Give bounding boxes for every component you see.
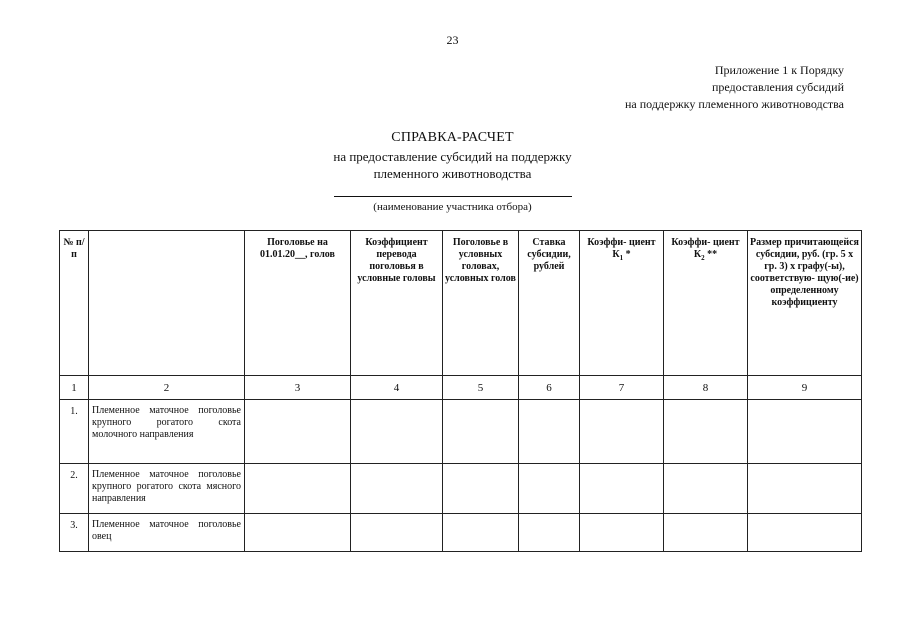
header-name <box>89 231 245 376</box>
table-header-row <box>60 231 862 376</box>
column-number: 5 <box>443 376 519 400</box>
column-number: 4 <box>351 376 443 400</box>
row-index: 3. <box>60 514 89 552</box>
header-coefficient-k2 <box>664 231 748 376</box>
row-index: 1. <box>60 400 89 464</box>
empty-cell <box>519 464 580 514</box>
column-number: 8 <box>664 376 748 400</box>
empty-cell <box>748 464 862 514</box>
empty-cell <box>580 400 664 464</box>
row-name: Племенное маточное поголовье крупного рогатого скота мясного направления <box>89 464 245 514</box>
header-k1-suffix: * <box>623 249 631 260</box>
empty-cell <box>664 514 748 552</box>
column-number: 1 <box>60 376 89 400</box>
row-name: Племенное маточное поголовье крупного рогатого скота молочного направления <box>89 400 245 464</box>
column-number: 3 <box>245 376 351 400</box>
header-subsidy-rate: Ставка субсидии, рублей <box>519 231 580 376</box>
header-k1-sub: 1 <box>619 254 624 262</box>
empty-cell <box>443 514 519 552</box>
empty-cell <box>519 514 580 552</box>
header-conditional-head-count: Поголовье в условных головах, условных голов <box>443 231 519 376</box>
row-name: Племенное маточное поголовье овец <box>89 514 245 552</box>
header-subsidy-amount: Размер причитающейся субсидии, руб. (гр. 5 х гр. 3) х графу(-ы), соответствую- щую(-ие) определенному коэффициенту <box>748 231 862 376</box>
subsidy-table <box>59 230 862 552</box>
column-number-row <box>60 376 862 400</box>
participant-caption: (наименование участника отбора) <box>373 201 532 213</box>
header-conversion-coefficient: Коэффициент перевода поголовья в условные головы <box>351 231 443 376</box>
column-number: 7 <box>580 376 664 400</box>
header-k2-suffix: ** <box>704 249 718 260</box>
empty-cell <box>351 400 443 464</box>
empty-cell <box>443 400 519 464</box>
empty-cell <box>245 514 351 552</box>
header-head-count: Поголовье на 01.01.20__, голов <box>245 231 351 376</box>
empty-cell <box>351 514 443 552</box>
empty-cell <box>664 400 748 464</box>
page-number: 23 <box>446 33 459 47</box>
table-row <box>60 514 862 552</box>
appendix-line-2: предоставления субсидий <box>711 80 844 94</box>
document-subtitle-1: на предоставление субсидий на поддержку <box>333 149 572 164</box>
empty-cell <box>245 464 351 514</box>
row-index: 2. <box>60 464 89 514</box>
table-row <box>60 464 862 514</box>
header-k2-prefix: Коэффи- циент К <box>671 237 740 260</box>
header-coefficient-k1 <box>580 231 664 376</box>
column-number: 6 <box>519 376 580 400</box>
document-subtitle-2: племенного животноводства <box>373 166 532 181</box>
empty-cell <box>664 464 748 514</box>
empty-cell <box>245 400 351 464</box>
document-title: СПРАВКА-РАСЧЕТ <box>391 130 514 145</box>
empty-cell <box>443 464 519 514</box>
header-k2-sub: 2 <box>701 254 705 262</box>
participant-name-line <box>334 196 572 197</box>
column-number: 2 <box>89 376 245 400</box>
empty-cell <box>748 400 862 464</box>
column-number: 9 <box>748 376 862 400</box>
header-k1-prefix: Коэффи- циент К <box>587 237 656 260</box>
empty-cell <box>351 464 443 514</box>
empty-cell <box>519 400 580 464</box>
appendix-line-3: на поддержку племенного животноводства <box>625 97 844 111</box>
empty-cell <box>580 514 664 552</box>
empty-cell <box>580 464 664 514</box>
header-number: № п/п <box>60 231 89 376</box>
appendix-line-1: Приложение 1 к Порядку <box>714 63 844 77</box>
table-row <box>60 400 862 464</box>
empty-cell <box>748 514 862 552</box>
